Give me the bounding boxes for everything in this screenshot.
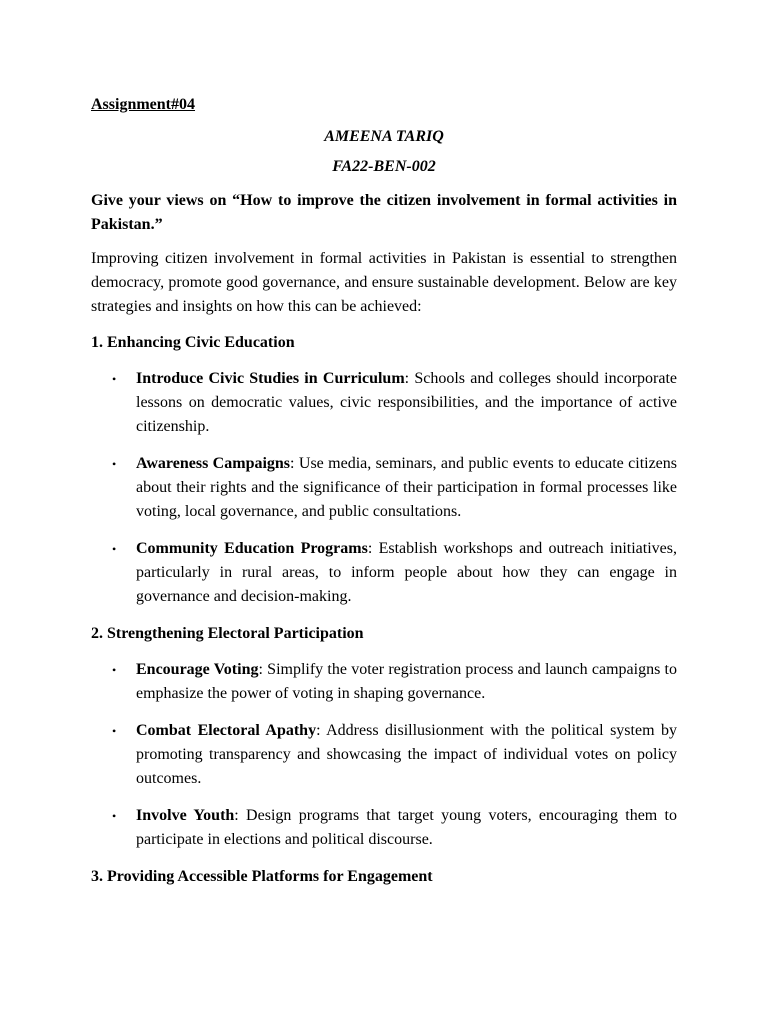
section-heading: 2. Strengthening Electoral Participation [91,625,364,642]
assignment-label: Assignment#04 [91,96,196,113]
list-item [91,804,677,852]
bullet-icon: • [112,809,117,823]
bullet-text: Establish workshops and outreach initiatives, particularly in rural areas, to inform people about how they can engage in governance and decision-making. [136,540,678,605]
list-item [91,537,677,609]
bullet-term: Community Education Programs [136,540,368,557]
list-item [91,658,677,706]
bullet-text: Design programs that target young voters, encouraging them to participate in elections and political discourse. [136,807,678,848]
bullet-text: Simplify the voter registration process and launch campaigns to emphasize the power of voting in shaping governance. [136,661,677,702]
question-prompt: Give your views on “How to improve the citizen involvement in formal activities in Pakistan.” [91,192,677,233]
bullet-icon: • [112,724,117,738]
bullet-icon: • [112,663,117,677]
list-item [91,719,677,791]
bullet-icon: • [112,372,117,386]
intro-paragraph: Improving citizen involvement in formal activities in Pakistan is essential to strengthen democracy, promote good governance, and ensure sustainable development. Below are key strategies and insights on how this can be achieved: [91,250,677,315]
bullet-term: Combat Electoral Apathy [136,722,317,739]
list-item [91,452,677,524]
bullet-term: Awareness Campaigns [136,455,291,472]
term-separator: : [258,661,263,678]
author-name: AMEENA TARIQ [324,128,444,145]
section-heading: 3. Providing Accessible Platforms for Engagement [91,868,433,885]
term-separator: : [367,540,373,557]
section-heading: 1. Enhancing Civic Education [91,334,295,351]
list-item [91,367,677,439]
term-separator: : [404,370,410,387]
bullet-list [91,367,677,609]
bullet-text: Address disillusionment with the political system by promoting transparency and showcasing the impact of individual votes on policy outcomes. [136,722,678,787]
bullet-icon: • [112,457,117,471]
term-separator: : [234,807,239,824]
bullet-icon: • [112,542,117,556]
roll-number: FA22-BEN-002 [332,158,436,175]
bullet-text: Schools and colleges should incorporate lessons on democratic values, civic responsibilities, and the importance of active citizenship. [136,370,678,435]
bullet-term: Involve Youth [136,807,235,824]
bullet-text: Use media, seminars, and public events to educate citizens about their rights and the significance of their participation in formal processes like voting, local governance, and public consultations. [136,455,678,520]
term-separator: : [290,455,295,472]
bullet-term: Encourage Voting [136,661,259,678]
bullet-list [91,658,677,852]
term-separator: : [316,722,321,739]
bullet-term: Introduce Civic Studies in Curriculum [136,370,405,387]
